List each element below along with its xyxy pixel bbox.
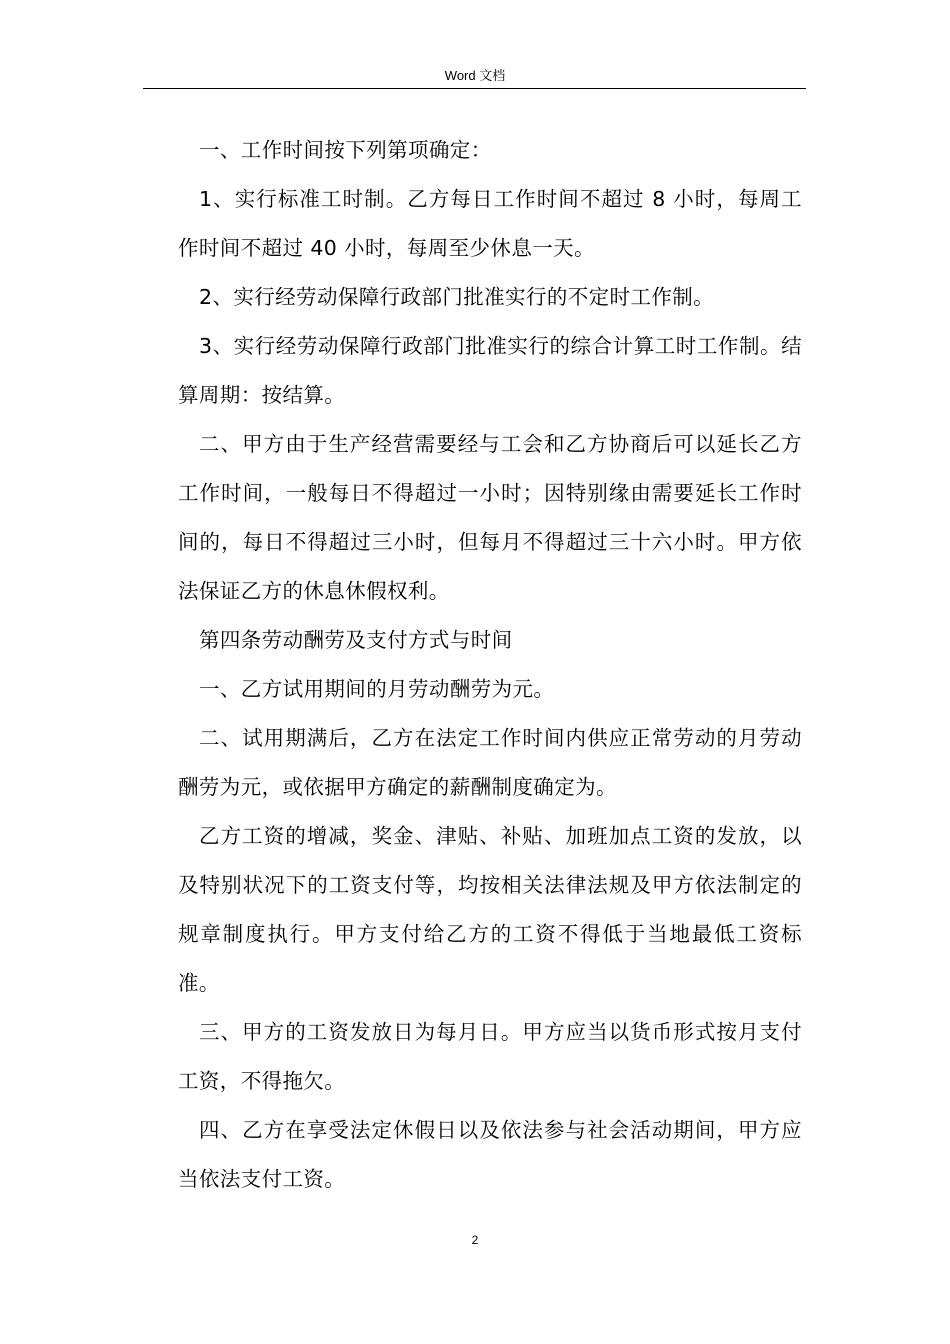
paragraph-2: 1、实行标准工时制。乙方每日工作时间不超过 8 小时，每周工作时间不超过 40 小时，每周至少休息一天。 (178, 187, 802, 260)
page-header-title: Word 文档 (444, 68, 506, 83)
section-heading: 第四条劳动酬劳及支付方式与时间 (199, 628, 513, 652)
paragraph-11: 四、乙方在享受法定休假日以及依法参与社会活动期间，甲方应当依法支付工资。 (178, 1118, 802, 1191)
paragraph-9: 乙方工资的增减，奖金、津贴、补贴、加班加点工资的发放，以及特别状况下的工资支付等，均按相关法律法规及甲方依法制定的规章制度执行。甲方支付给乙方的工资不得低于当地最低工资标准。 (178, 824, 802, 995)
header-divider (143, 88, 806, 89)
document-body (178, 126, 802, 1204)
paragraph-4: 3、实行经劳动保障行政部门批准实行的综合计算工时工作制。结算周期：按结算。 (178, 334, 802, 407)
page-number: 2 (471, 1233, 479, 1247)
paragraph-8: 二、试用期满后，乙方在法定工作时间内供应正常劳动的月劳动酬劳为元，或依据甲方确定的薪酬制度确定为。 (178, 726, 802, 799)
paragraph-3: 2、实行经劳动保障行政部门批准实行的不定时工作制。 (199, 285, 715, 309)
paragraph-1: 一、工作时间按下列第项确定： (199, 138, 492, 162)
paragraph-5: 二、甲方由于生产经营需要经与工会和乙方协商后可以延长乙方工作时间，一般每日不得超过一小时；因特别缘由需要延长工作时间的，每日不得超过三小时，但每月不得超过三十六小时。甲方依法保证乙方的休息休假权利。 (178, 432, 802, 603)
paragraph-10: 三、甲方的工资发放日为每月日。甲方应当以货币形式按月支付工资，不得拖欠。 (178, 1020, 802, 1093)
paragraph-7: 一、乙方试用期间的月劳动酬劳为元。 (199, 677, 555, 701)
